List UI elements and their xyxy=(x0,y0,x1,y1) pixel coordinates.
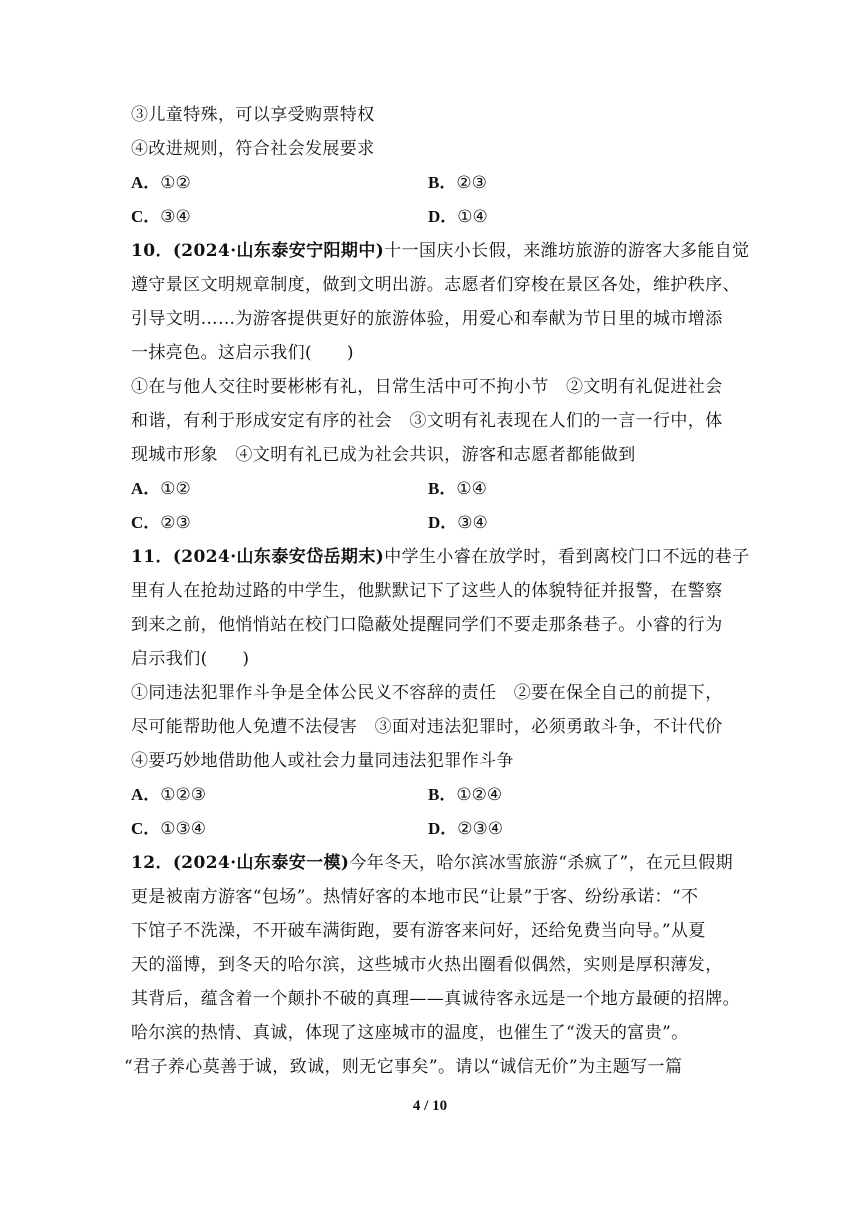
q9-statement-4: ④改进规则，符合社会发展要求 xyxy=(131,139,375,159)
q11-line-4: 启示我们( ) xyxy=(131,649,250,669)
q11-source: 11．(2024·山东泰安岱岳期末) xyxy=(131,547,385,567)
q10-line-1: 10．(2024·山东泰安宁阳期中)十一国庆小长假，来潍坊旅游的游客大多能自觉 xyxy=(131,241,750,261)
q12-line-5: 其背后，蕴含着一个颠扑不破的真理——真诚待客永远是一个地方最硬的招牌。 xyxy=(131,989,740,1009)
q9-statement-3: ③儿童特殊，可以享受购票特权 xyxy=(131,105,375,125)
q11-line-2: 里有人在抢劫过路的中学生，他默默记下了这些人的体貌特征并报警，在警察 xyxy=(131,581,723,601)
q12-line-7: “君子养心莫善于诚，致诚，则无它事矣”。请以“诚信无价”为主题写一篇 xyxy=(124,1057,683,1077)
q11-line-3: 到来之前，他悄悄站在校门口隐蔽处提醒同学们不要走那条巷子。小睿的行为 xyxy=(131,615,723,635)
q12-source: 12．(2024·山东泰安一模) xyxy=(131,853,350,873)
q10-option-b: B．①④ xyxy=(428,479,487,499)
q11-option-b: B．①②④ xyxy=(428,785,503,805)
q9-option-c: C．③④ xyxy=(131,207,191,227)
q10-line-2: 遵守景区文明规章制度，做到文明出游。志愿者们穿梭在景区各处，维护秩序、 xyxy=(131,275,740,295)
q12-line-1: 12．(2024·山东泰安一模)今年冬天，哈尔滨冰雪旅游“杀疯了”，在元旦假期 xyxy=(131,853,733,873)
q9-option-d: D．①④ xyxy=(428,207,488,227)
q11-option-a: A．①②③ xyxy=(131,785,207,805)
q10-option-a: A．①② xyxy=(131,479,191,499)
q10-line-5: ①在与他人交往时要彬彬有礼，日常生活中可不拘小节 ②文明有礼促进社会 xyxy=(131,377,723,397)
q10-line-7: 现城市形象 ④文明有礼已成为社会共识，游客和志愿者都能做到 xyxy=(131,445,636,465)
q10-line-6: 和谐，有利于形成安定有序的社会 ③文明有礼表现在人们的一言一行中，体 xyxy=(131,411,723,431)
q10-source: 10．(2024·山东泰安宁阳期中) xyxy=(131,241,385,261)
q9-option-b: B．②③ xyxy=(428,173,487,193)
q11-option-d: D．②③④ xyxy=(428,819,504,839)
q11-line-6: 尽可能帮助他人免遭不法侵害 ③面对违法犯罪时，必须勇敢斗争，不计代价 xyxy=(131,717,723,737)
q11-line-7: ④要巧妙地借助他人或社会力量同违法犯罪作斗争 xyxy=(131,751,514,771)
q11-line-5: ①同违法犯罪作斗争是全体公民义不容辞的责任 ②要在保全自己的前提下， xyxy=(131,683,723,703)
q12-line-2: 更是被南方游客“包场”。热情好客的本地市民“让景”于客、纷纷承诺：“不 xyxy=(131,887,699,907)
q10-line-3: 引导文明……为游客提供更好的旅游体验，用爱心和奉献为节日里的城市增添 xyxy=(131,309,723,329)
q10-line-4: 一抹亮色。这启示我们( ) xyxy=(131,343,354,363)
q10-option-d: D．③④ xyxy=(428,513,488,533)
q11-line-1: 11．(2024·山东泰安岱岳期末)中学生小睿在放学时，看到离校门口不远的巷子 xyxy=(131,547,750,567)
q12-line-4: 天的淄博，到冬天的哈尔滨，这些城市火热出圈看似偶然，实则是厚积薄发， xyxy=(131,955,723,975)
q9-option-a: A．①② xyxy=(131,173,191,193)
page-number: 4 / 10 xyxy=(412,1098,448,1114)
q12-line-3: 下馆子不洗澡，不开破车满街跑，要有游客来问好，还给免费当向导。”从夏 xyxy=(131,921,706,941)
q10-option-c: C．②③ xyxy=(131,513,191,533)
q12-line-6: 哈尔滨的热情、真诚，体现了这座城市的温度，也催生了“泼天的富贵”。 xyxy=(131,1023,689,1043)
q11-option-c: C．①③④ xyxy=(131,819,207,839)
